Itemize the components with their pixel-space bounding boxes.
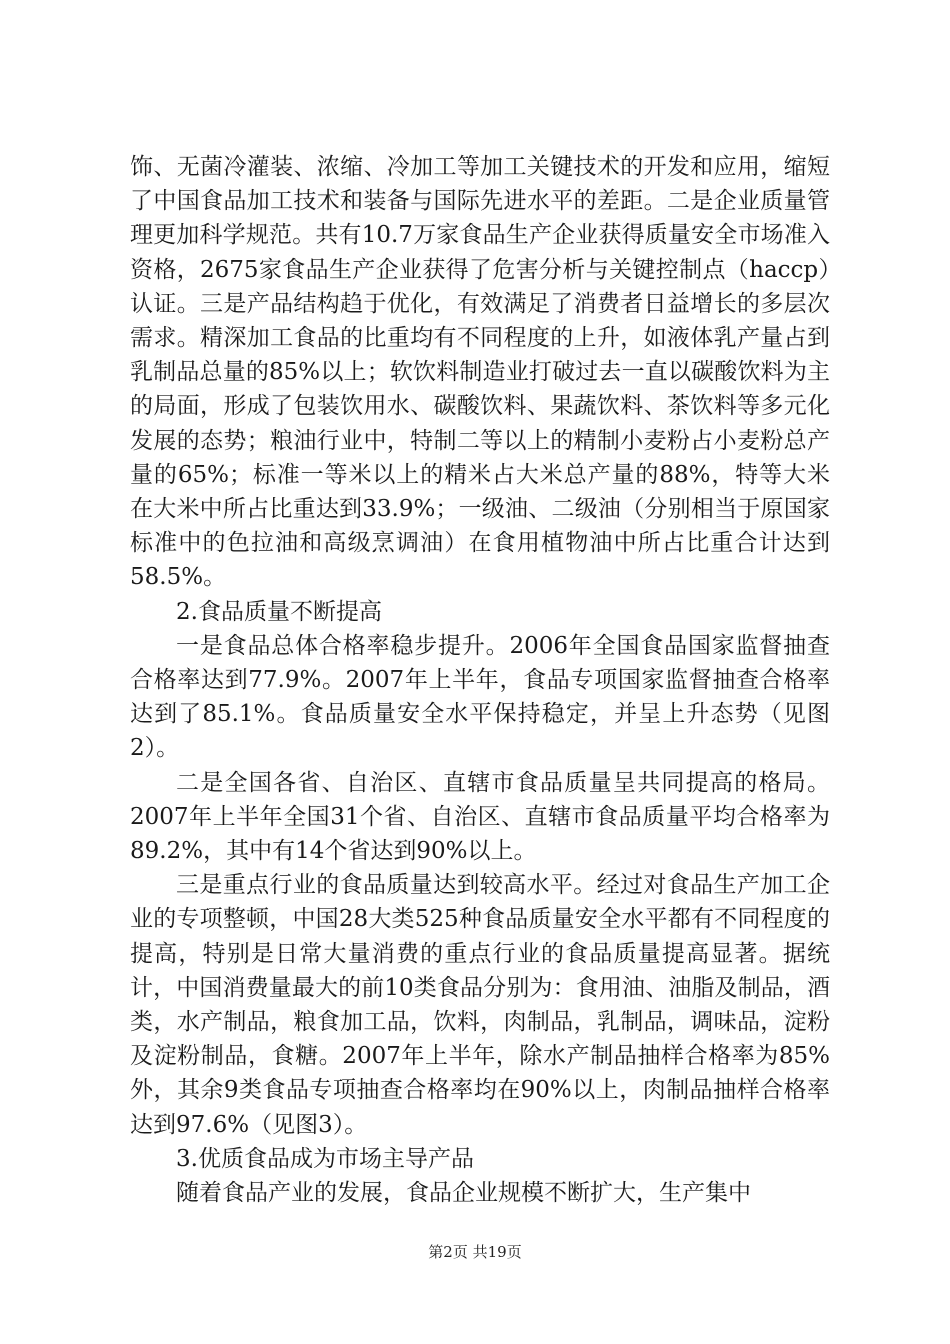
section-heading-quality-products: 3.优质食品成为市场主导产品 (176, 1145, 474, 1172)
paragraph-overall-pass-rate: 一是食品总体合格率稳步提升。2006年全国食品国家监督抽查合格率达到77.9%。2007年上半年，食品专项国家监督抽查合格率达到了85.1%。食品质量安全水平保持稳定，并呈上升态势（见图2）。 (130, 632, 830, 762)
paragraph-tech-and-structure: 饰、无菌冷灌装、浓缩、冷加工等加工关键技术的开发和应用，缩短了中国食品加工技术和装备与国际先进水平的差距。二是企业质量管理更加科学规范。共有10.7万家食品生产企业获得质量安全市场准入资格，2675家食品生产企业获得了危害分析与关键控制点（haccp）认证。三是产品结构趋于优化，有效满足了消费者日益增长的多层次需求。精深加工食品的比重均有不同程度的上升，如液体乳产量占到乳制品总量的85%以上；软饮料制造业打破过去一直以碳酸饮料为主的局面，形成了包装饮用水、碳酸饮料、果蔬饮料、茶饮料等多元化发展的态势；粮油行业中，特制二等以上的精制小麦粉占小麦粉总产量的65%；标准一等米以上的精米占大米总产量的88%，特等大米在大米中所占比重达到33.9%；一级油、二级油（分别相当于原国家标准中的色拉油和高级烹调油）在食用植物油中所占比重合计达到58.5%。 (130, 154, 830, 591)
paragraph-key-industries: 三是重点行业的食品质量达到较高水平。经过对食品生产加工企业的专项整顿，中国28大类525种食品质量安全水平都有不同程度的提高，特别是日常大量消费的重点行业的食品质量提高显著。据统计，中国消费量最大的前10类食品分别为：食用油、油脂及制品，酒类，水产制品，粮食加工品，饮料，肉制品，乳制品，调味品，淀粉及淀粉制品，食糖。2007年上半年，除水产制品抽样合格率为85%外，其余9类食品专项抽查合格率均在90%以上，肉制品抽样合格率达到97.6%（见图3）。 (130, 872, 830, 1138)
section-heading-quality-improving: 2.食品质量不断提高 (176, 598, 382, 625)
page-number-footer: 第2页 共19页 (428, 1243, 522, 1261)
paragraph-provincial-quality: 二是全国各省、自治区、直辖市食品质量呈共同提高的格局。2007年上半年全国31个省、自治区、直辖市食品质量平均合格率为89.2%，其中有14个省达到90%以上。 (130, 769, 830, 865)
paragraph-industry-development: 随着食品产业的发展，食品企业规模不断扩大，生产集中 (176, 1180, 751, 1207)
document-body (130, 150, 830, 1210)
